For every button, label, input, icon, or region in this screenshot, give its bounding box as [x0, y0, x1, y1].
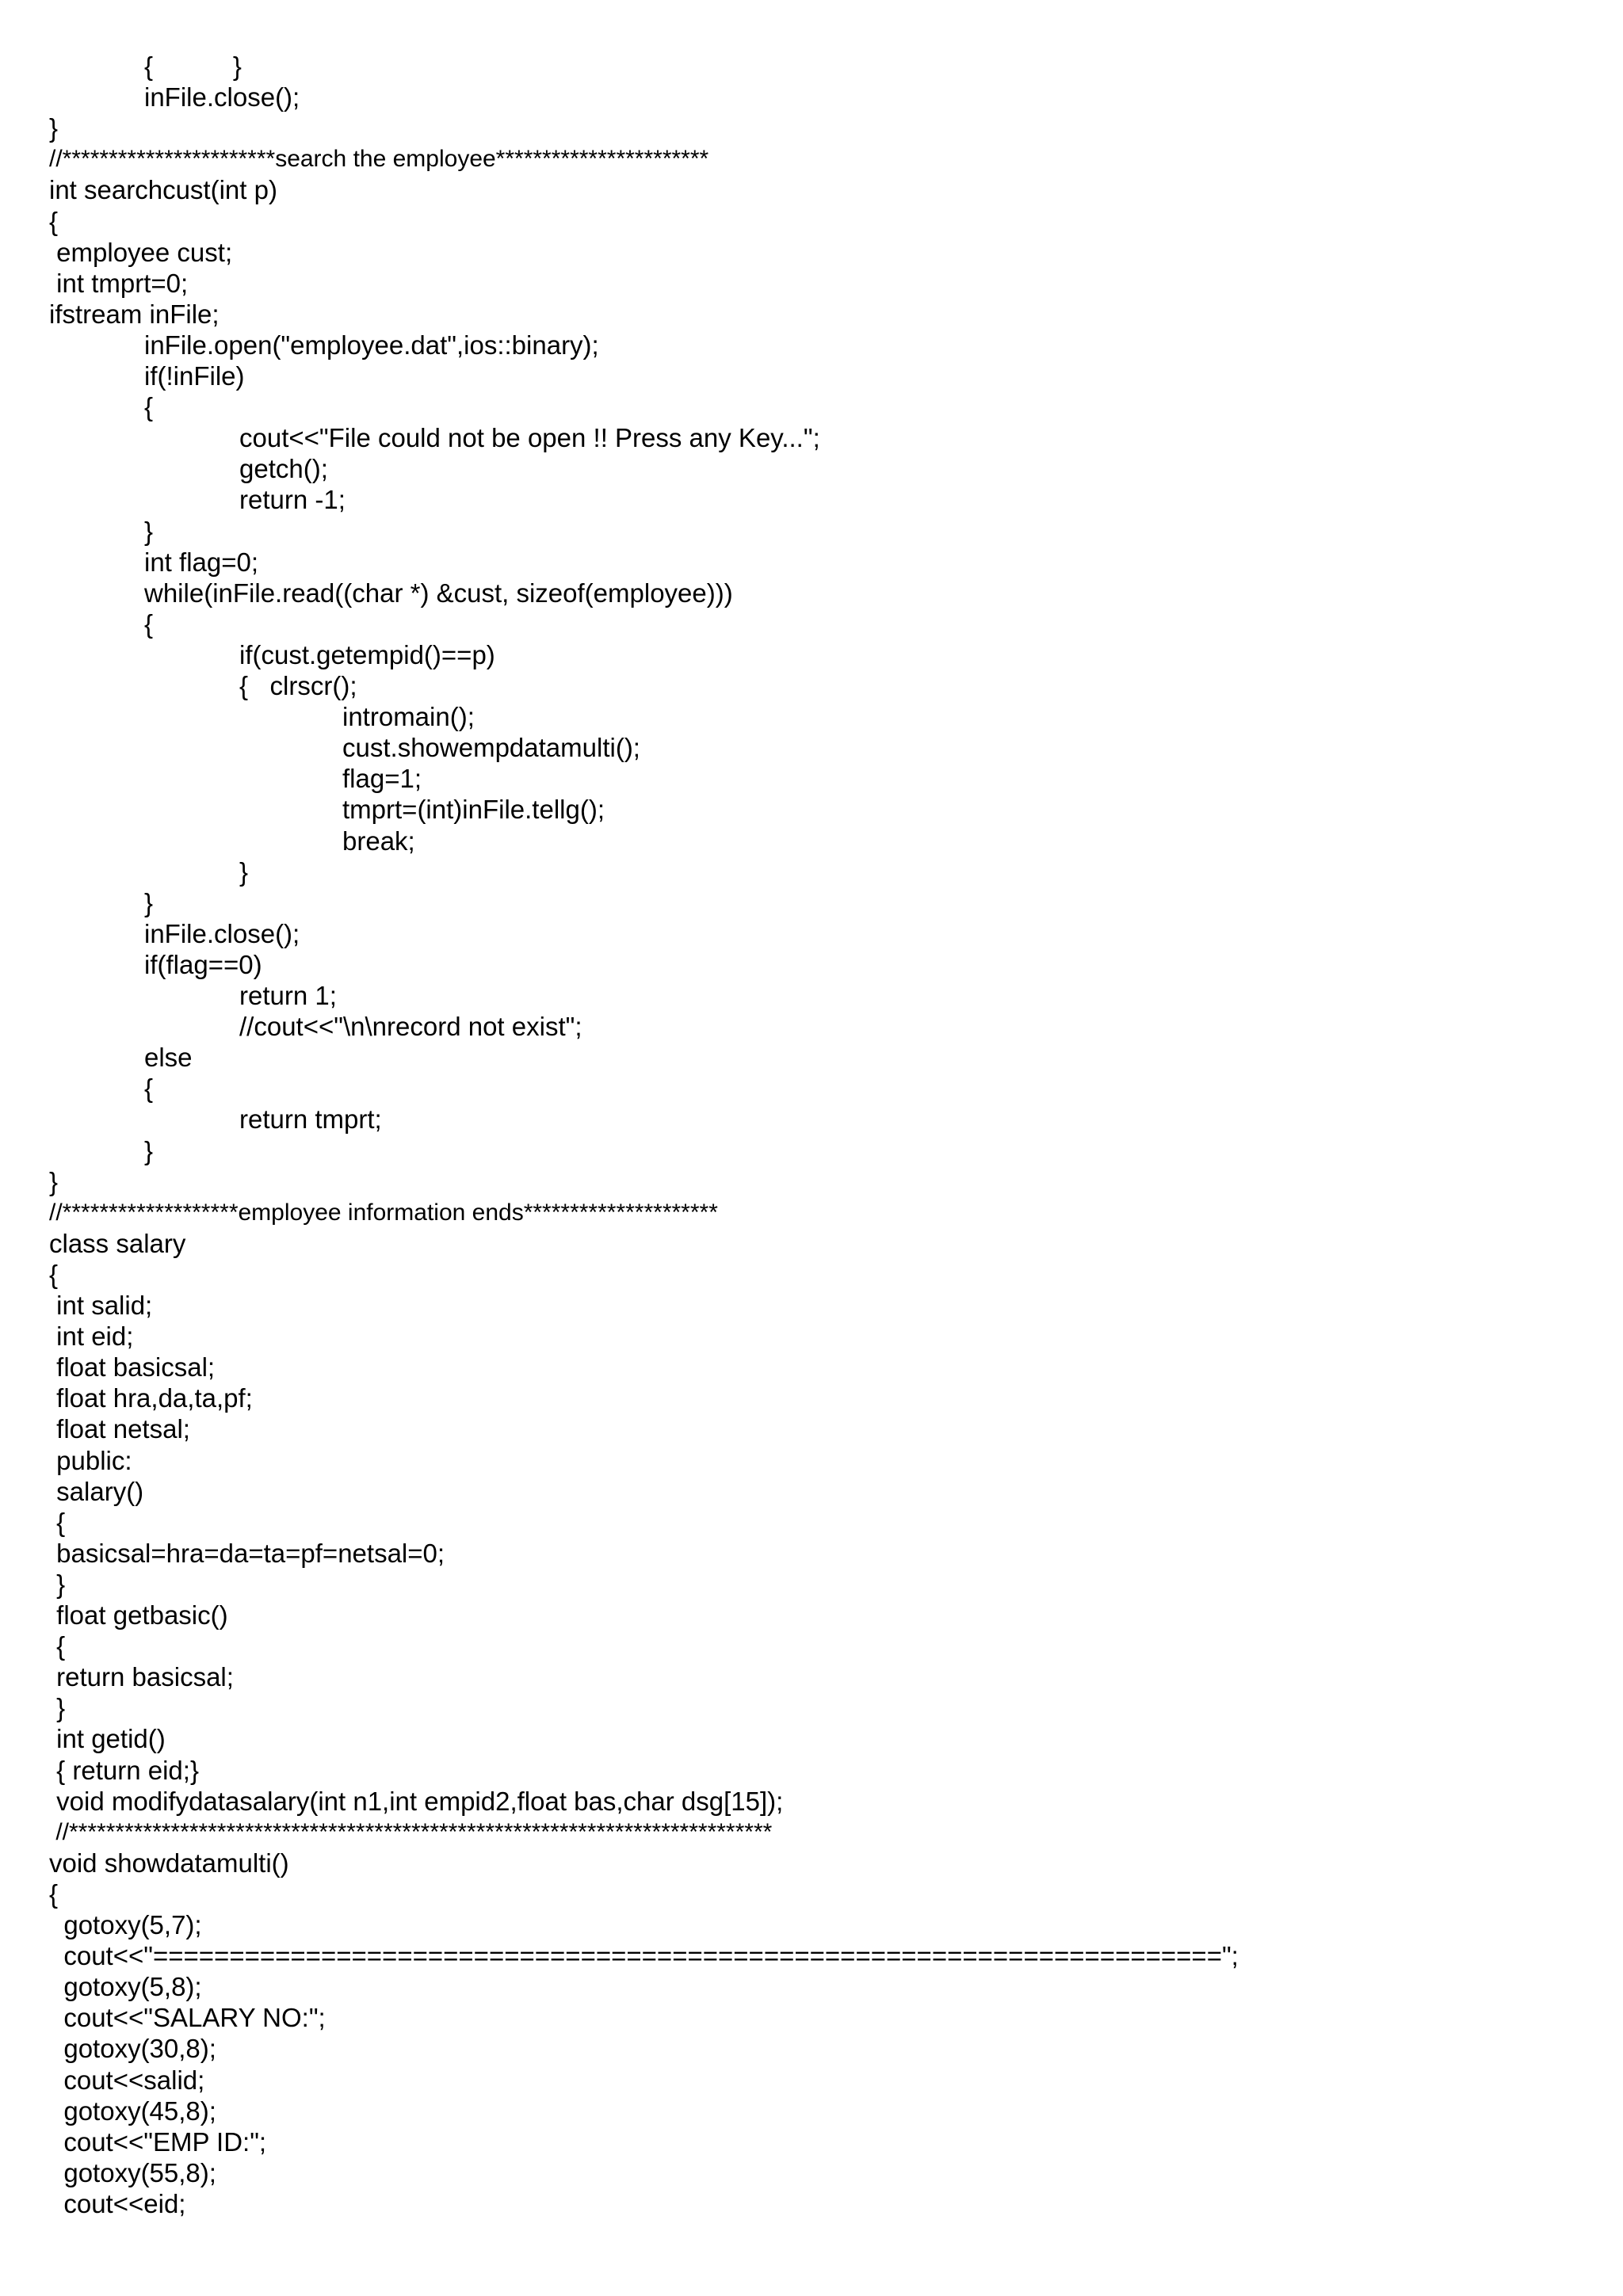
code-line: }	[49, 1693, 66, 1723]
code-line: int salid;	[49, 1291, 153, 1320]
code-line: if(!inFile)	[144, 361, 245, 391]
code-line: break;	[342, 826, 415, 856]
code-line: {	[49, 1878, 59, 1909]
code-line: //*******************employee information ends*********************	[49, 1199, 718, 1226]
code-line: gotoxy(55,8);	[49, 2157, 216, 2187]
code-line: { clrscr();	[239, 671, 357, 700]
code-line: }	[49, 1166, 59, 1196]
code-line: return -1;	[239, 485, 346, 515]
code-line: cust.showempdatamulti();	[342, 733, 640, 763]
code-line: }	[144, 516, 154, 546]
code-line: {	[49, 1259, 59, 1289]
code-line: else	[144, 1043, 193, 1073]
code-line: while(inFile.read((char *) &cust, sizeof(employee)))	[144, 578, 733, 608]
code-line: void modifydatasalary(int n1,int empid2,float bas,char dsg[15]);	[49, 1786, 784, 1816]
code-line: salary()	[49, 1476, 144, 1506]
code-line: {	[49, 1631, 66, 1661]
code-line: gotoxy(5,8);	[49, 1972, 202, 2002]
code-line: }	[144, 1135, 154, 1165]
code-line: //****************************************************************************	[49, 1818, 773, 1845]
code-line: public:	[49, 1445, 132, 1475]
code-line: gotoxy(45,8);	[49, 2096, 216, 2126]
code-line: gotoxy(30,8);	[49, 2034, 216, 2064]
code-line: {	[49, 1507, 66, 1537]
code-line: cout<<eid;	[49, 2188, 186, 2218]
code-line: int eid;	[49, 1322, 134, 1352]
code-line: int getid()	[49, 1724, 166, 1754]
code-line: float hra,da,ta,pf;	[49, 1383, 253, 1413]
code-line: {	[49, 206, 59, 236]
code-line: cout<<"SALARY NO:";	[49, 2003, 326, 2033]
code-line: flag=1;	[342, 764, 422, 794]
code-line: gotoxy(5,7);	[49, 1910, 202, 1939]
code-line: ifstream inFile;	[49, 299, 220, 329]
code-line: {	[144, 608, 154, 639]
code-line: float getbasic()	[49, 1600, 228, 1630]
code-line: {	[144, 1074, 154, 1104]
code-line: float netsal;	[49, 1414, 190, 1444]
code-line: int flag=0;	[144, 547, 259, 577]
code-line: }	[49, 1569, 66, 1599]
code-line: }	[239, 856, 249, 887]
code-line: void showdatamulti()	[49, 1848, 289, 1878]
code-line: tmprt=(int)inFile.tellg();	[342, 795, 605, 825]
code-line: return 1;	[239, 981, 337, 1010]
code-line: cout<<"File could not be open !! Press any Key...";	[239, 423, 820, 453]
code-line: { }	[144, 51, 242, 81]
code-line: inFile.close();	[144, 918, 300, 948]
code-line: }	[49, 113, 59, 143]
code-line: cout<<"EMP ID:";	[49, 2126, 267, 2157]
code-line: cout<<salid;	[49, 2065, 205, 2095]
code-line: //cout<<"\n\nrecord not exist";	[239, 1012, 582, 1042]
code-line: int searchcust(int p)	[49, 175, 277, 205]
code-line: class salary	[49, 1228, 186, 1258]
code-line: inFile.close();	[144, 82, 300, 113]
code-line: return tmprt;	[239, 1104, 382, 1135]
code-line: getch();	[239, 454, 328, 484]
code-line: if(flag==0)	[144, 949, 262, 979]
code-line: float basicsal;	[49, 1352, 216, 1383]
code-line: intromain();	[342, 702, 475, 732]
code-line: return basicsal;	[49, 1662, 234, 1692]
code-line: inFile.open("employee.dat",ios::binary);	[144, 330, 599, 360]
code-line: }	[144, 887, 154, 917]
code-line: //***********************search the employee***********************	[49, 146, 709, 173]
code-line: basicsal=hra=da=ta=pf=netsal=0;	[49, 1538, 445, 1568]
code-line: if(cust.getempid()==p)	[239, 639, 495, 669]
code-line: int tmprt=0;	[49, 268, 189, 298]
code-line: {	[144, 392, 154, 422]
code-line: { return eid;}	[49, 1755, 199, 1785]
code-line: employee cust;	[49, 237, 233, 267]
code-line: cout<<"======================================================================";	[49, 1941, 1239, 1971]
